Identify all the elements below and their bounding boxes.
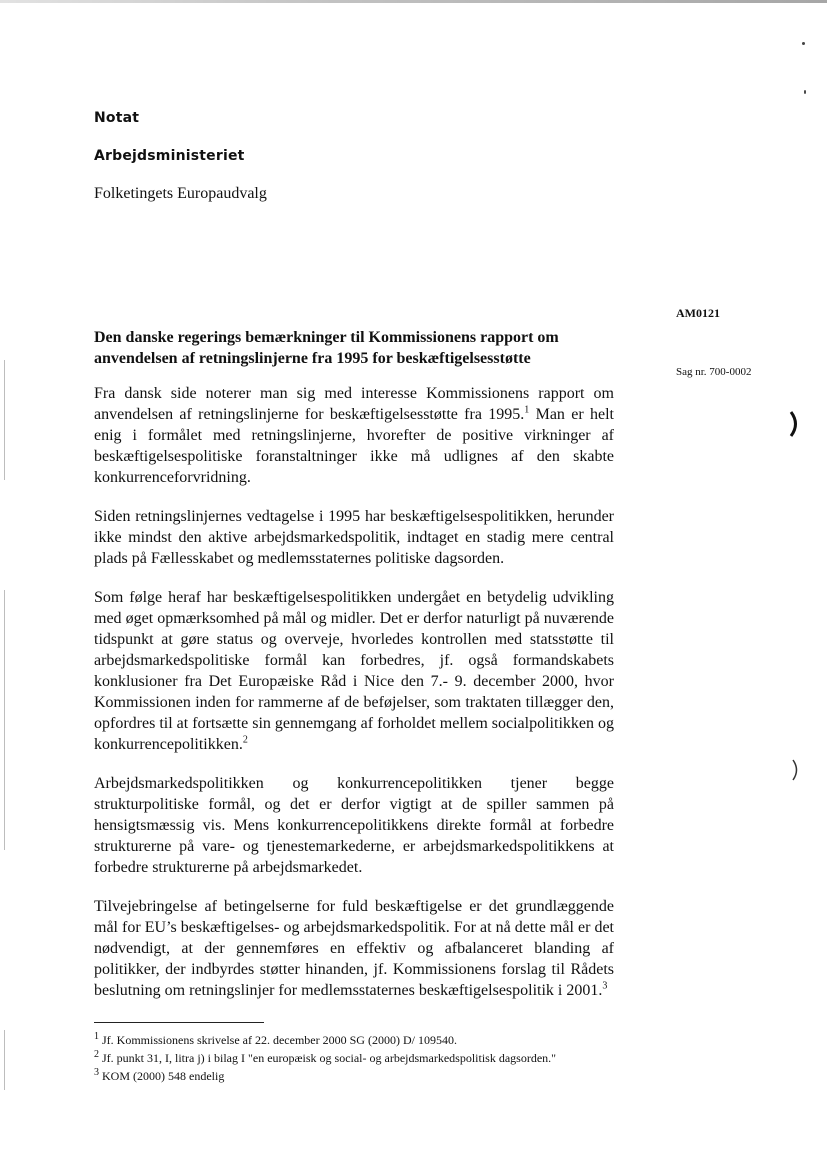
footnote-number: 2 [94,1049,99,1060]
scan-artifact-mark [790,758,802,782]
footnote-divider [94,1022,264,1023]
paragraph-text: Arbejdsmarkedspolitikken og konkurrencepolitikken tjener begge strukturpolitiske formål, og det er derfor vigtigt at de spiller sammen på hensigtsmæssig vis. Mens konkurrencepolitikkens direkte formål at forbedre strukturerne på vare- og tjenestemarkederne, er arbejdsmarkedspolitikkens at forbedre strukturerne på arbejdsmarkedet. [94,775,614,876]
ministry-label: Arbejdsministeriet [94,148,245,164]
paragraph [94,506,614,569]
footnote [94,1049,614,1067]
paragraph-text: Fra dansk side noterer man sig med interesse Kommissionens rapport om anvendelsen af retningslinjerne for beskæftigelsesstøtte fra 1995. [94,385,614,423]
footnote-text: Jf. punkt 31, I, litra j) i bilag I "en europæisk og social- og arbejdsmarkedspolitisk dagsorden." [102,1051,557,1065]
paragraph [94,587,614,755]
paragraph-text: Man er helt enig i formålet med retningslinjerne, hvorefter de positive virkninger af beskæftigelsespolitiske foranstaltninger ikke må udlignes af den skabte konkurrenceforvridning. [94,406,615,486]
committee-label: Folketingets Europaudvalg [94,185,267,202]
scan-margin-mark [4,360,5,480]
scan-margin-mark [4,590,5,850]
paragraph [94,773,614,878]
case-number: Sag nr. 700-0002 [676,366,752,378]
footnote-text: Jf. Kommissionens skrivelse af 22. december 2000 SG (2000) D/ 109540. [102,1033,457,1047]
footnote-ref: 3 [602,980,608,992]
footnote [94,1067,614,1085]
doc-type-label: Notat [94,110,140,126]
footnotes [94,1031,614,1085]
document-title: Den danske regerings bemærkninger til Kommissionens rapport om anvendelsen af retningslinjerne fra 1995 for beskæftigelsesstøtte [94,329,559,367]
paragraph-text: Som følge heraf har beskæftigelsespolitikken undergået en betydelig udvikling med øget opmærksomhed på mål og midler. Det er derfor naturligt på nuværende tidspunkt at gøre status og overveje, hvorledes kontrollen med statsstøtte til arbejdsmarkedspolitiske formål kan forbedres, jf. også formandskabets konklusioner fra Det Europæiske Råd i Nice den 7.- 9. december 2000, hvor Kommissionen inden for rammerne af de beføjelser, som traktaten tillægger den, opfordres til at fortsætte sin gennemgang af forholdet mellem socialpolitikken og konkurrencepolitikken. [94,589,614,753]
scan-speck [804,90,806,94]
document-id: AM0121 [676,306,720,320]
footnote-number: 3 [94,1067,99,1078]
scan-edge [0,0,827,3]
document-body [94,383,614,1019]
footnote-ref: 2 [242,734,248,746]
footnote-ref: 1 [524,404,530,416]
scan-artifact-mark [788,410,802,438]
paragraph-text: Tilvejebringelse af betingelserne for fuld beskæftigelse er det grundlæggende mål for EU’s beskæftigelses- og arbejdsmarkedspolitik. For at nå dette mål er det nødvendigt, at der gennemføres en effektiv og afbalanceret blanding af politikker, der indbyrdes støtter hinanden, jf. Kommissionens forslag til Rådets beslutning om retningslinjer for medlemsstaternes beskæftigelsespolitik i 2001. [94,898,614,999]
footnote-number: 1 [94,1031,99,1042]
paragraph-text: Siden retningslinjernes vedtagelse i 1995 har beskæftigelsespolitikken, herunder ikke mindst den aktive arbejdsmarkedspolitik, indtaget en stadig mere central plads på Fællesskabet og medlemsstaternes politiske dagsorden. [94,508,614,567]
paragraph [94,383,614,488]
scan-speck [802,42,805,45]
footnote [94,1031,614,1049]
footnote-text: KOM (2000) 548 endelig [102,1069,225,1083]
scan-margin-mark [4,1030,5,1090]
paragraph [94,896,614,1001]
